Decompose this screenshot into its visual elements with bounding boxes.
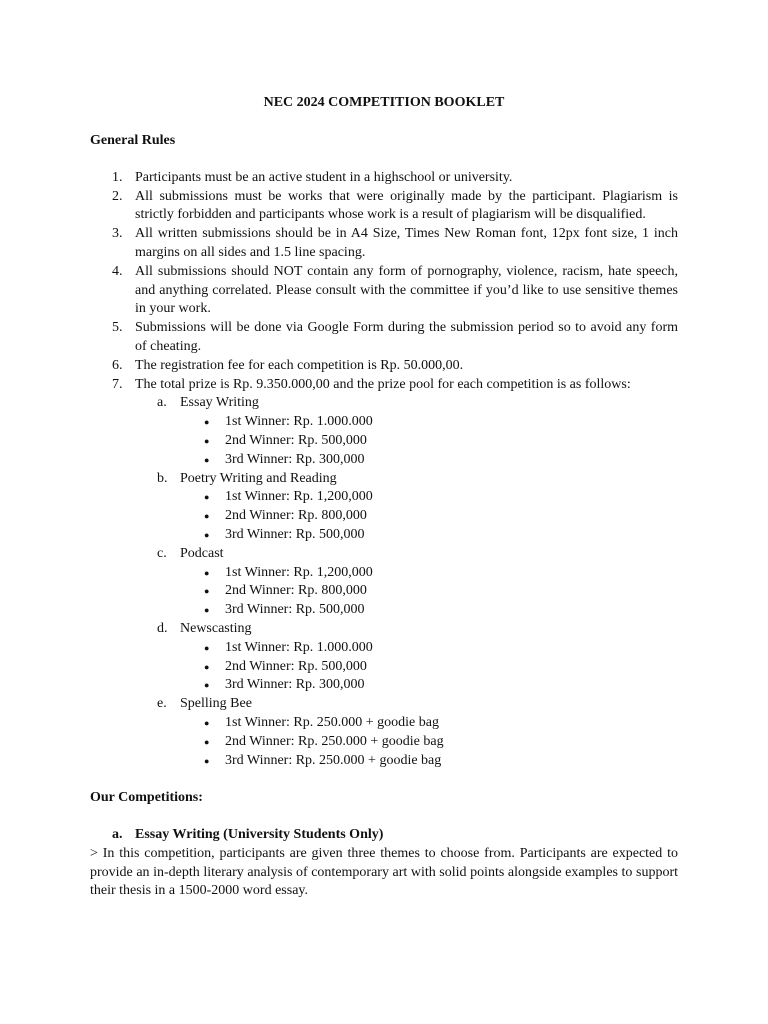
prize-category [135,695,678,770]
prize-item [180,714,678,733]
prize-text: 1st Winner: Rp. 1,200,000 [225,564,373,580]
rule-number: 2. [112,188,123,204]
prize-list [180,564,678,620]
bullet-icon: ● [204,417,210,428]
rule-number: 1. [112,169,123,185]
competition-title [90,826,678,845]
prize-category-letter: a. [157,395,167,411]
bullet-icon: ● [204,586,210,597]
prize-category-name: Podcast [180,545,224,561]
bullet-icon: ● [204,736,210,747]
prize-category [135,620,678,695]
prize-text: 2nd Winner: Rp. 800,000 [225,583,367,599]
prize-category-letter: c. [157,545,167,561]
prize-item [180,582,678,601]
prize-category-letter: d. [157,620,168,636]
rule-item [90,263,678,319]
rule-text: All written submissions should be in A4 Size, Times New Roman font, 12px font size, 1 inch margins on all sides and 1.5 line spacing. [135,226,678,260]
general-rules-heading: General Rules [90,133,176,148]
rule-text: The total prize is Rp. 9.350.000,00 and the prize pool for each competition is as follows: [135,376,631,392]
rule-text: All submissions must be works that were originally made by the participant. Plagiarism is strictly forbidden and participants whose work is a result of plagiarism will be disqualified. [135,188,678,223]
competition-title-text: Essay Writing (University Students Only) [135,827,384,843]
prize-text: 1st Winner: Rp. 1,200,000 [225,489,373,505]
prize-item [180,676,678,695]
bullet-icon: ● [204,492,210,503]
prize-pool-list [135,394,678,770]
bullet-icon: ● [204,661,210,672]
rule-text: Submissions will be done via Google Form during the submission period so to avoid any form of cheating. [135,320,678,354]
rule-number: 7. [112,376,123,392]
prize-item [180,526,678,545]
bullet-icon: ● [204,755,210,766]
rule-number: 5. [112,320,123,336]
rules-list [90,169,678,771]
prize-text: 2nd Winner: Rp. 500,000 [225,658,367,674]
rule-number: 4. [112,263,123,279]
rule-item [90,225,678,263]
prize-category-name: Poetry Writing and Reading [180,470,337,486]
rule-number: 6. [112,357,123,373]
prize-category-letter: e. [157,696,167,712]
document-page [90,94,678,901]
prize-category-name: Newscasting [180,620,252,636]
bullet-icon: ● [204,435,210,446]
bullet-icon: ● [204,567,210,578]
document-title: NEC 2024 COMPETITION BOOKLET [263,95,505,110]
prize-item [180,733,678,752]
prize-list [180,413,678,469]
prize-text: 3rd Winner: Rp. 300,000 [225,451,365,467]
bullet-icon: ● [204,511,210,522]
competition-letter: a. [112,827,123,843]
prize-list [180,639,678,695]
prize-item [180,488,678,507]
prize-category-name: Essay Writing [180,395,259,411]
bullet-icon: ● [204,642,210,653]
rule-number: 3. [112,226,123,242]
rule-text: All submissions should NOT contain any form of pornography, violence, racism, hate speech, and anything correlated. Please consult with the committee if you’d like to use sensitive themes in your work. [135,263,678,317]
bullet-icon: ● [204,717,210,728]
prize-text: 3rd Winner: Rp. 250.000 + goodie bag [225,752,442,768]
competition-description: > In this competition, participants are given three themes to choose from. Participants are expected to provide an in-depth literary analysis of contemporary art with solid points alongside examples to support their thesis in a 1500-2000 word essay. [90,845,678,899]
rule-item [90,188,678,226]
prize-item [180,413,678,432]
prize-text: 3rd Winner: Rp. 300,000 [225,677,365,693]
prize-item [180,601,678,620]
prize-text: 1st Winner: Rp. 250.000 + goodie bag [225,714,439,730]
prize-text: 2nd Winner: Rp. 800,000 [225,508,367,524]
prize-category [135,470,678,545]
bullet-icon: ● [204,529,210,540]
prize-item [180,658,678,677]
prize-item [180,451,678,470]
competitions-heading: Our Competitions: [90,790,203,806]
bullet-icon: ● [204,454,210,465]
prize-item [180,639,678,658]
prize-item [180,507,678,526]
rule-text: Participants must be an active student in a highschool or university. [135,169,513,185]
rule-item [90,357,678,376]
prize-category-name: Spelling Bee [180,696,252,712]
prize-category [135,545,678,620]
prize-text: 3rd Winner: Rp. 500,000 [225,602,365,618]
prize-item [180,752,678,771]
rule-text: The registration fee for each competition is Rp. 50.000,00. [135,357,464,373]
prize-text: 2nd Winner: Rp. 500,000 [225,432,367,448]
prize-list [180,488,678,544]
bullet-icon: ● [204,605,210,616]
prize-text: 3rd Winner: Rp. 500,000 [225,526,365,542]
prize-text: 1st Winner: Rp. 1.000.000 [225,414,373,430]
prize-category-letter: b. [157,470,168,486]
prize-item [180,432,678,451]
rule-item [90,169,678,188]
prize-text: 1st Winner: Rp. 1.000.000 [225,639,373,655]
prize-text: 2nd Winner: Rp. 250.000 + goodie bag [225,733,444,749]
prize-category [135,394,678,469]
prize-item [180,564,678,583]
prize-list [180,714,678,770]
bullet-icon: ● [204,680,210,691]
rule-item [90,376,678,771]
rule-item [90,319,678,357]
